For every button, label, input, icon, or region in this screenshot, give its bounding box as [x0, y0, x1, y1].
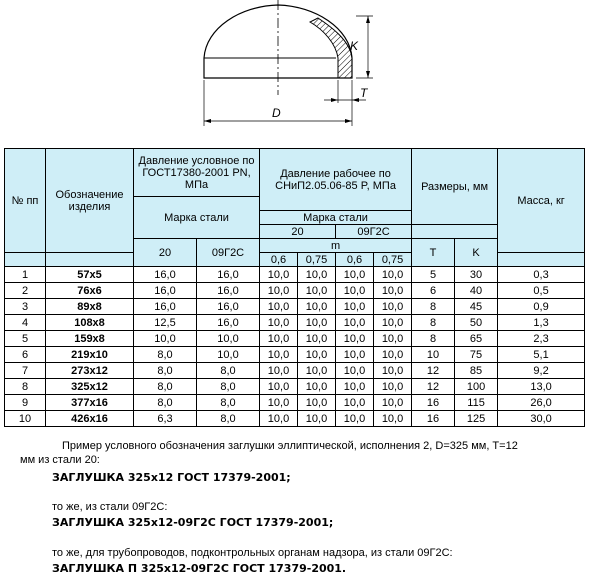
table-row — [5, 379, 585, 395]
table-cell: 10,0 — [298, 283, 336, 299]
table-cell: 0,3 — [498, 267, 585, 283]
table-cell: 10,0 — [260, 315, 298, 331]
table-cell: 10,0 — [374, 331, 412, 347]
table-cell: 10,0 — [336, 363, 374, 379]
table-cell: 8 — [412, 315, 455, 331]
table-cell: 10,0 — [260, 267, 298, 283]
table-cell: 10,0 — [374, 283, 412, 299]
table-cell: 10,0 — [374, 363, 412, 379]
example-code-1: ЗАГЛУШКА 325x12 ГОСТ 17379-2001; — [52, 471, 291, 484]
example-text-2: то же, из стали 09Г2С: — [52, 501, 168, 513]
table-cell: 10,0 — [260, 299, 298, 315]
table-cell: 10,0 — [336, 395, 374, 411]
label-k: K — [350, 39, 359, 53]
table-cell: 8,0 — [134, 363, 197, 379]
example-code-3: ЗАГЛУШКА П 325x12-09Г2С ГОСТ 17379-2001. — [52, 562, 347, 575]
table-cell: 10,0 — [298, 379, 336, 395]
table-cell: 10,0 — [134, 331, 197, 347]
table-cell: 10,0 — [374, 347, 412, 363]
table-cell: 16 — [412, 395, 455, 411]
header-steel-p: Марка стали — [260, 211, 412, 225]
table-cell: 115 — [455, 395, 498, 411]
table-cell: 3 — [5, 299, 46, 315]
table-row — [5, 347, 585, 363]
table-row — [5, 299, 585, 315]
table-cell: 8,0 — [134, 379, 197, 395]
table-cell: 10,0 — [336, 299, 374, 315]
table-row — [5, 315, 585, 331]
table-cell: 219x10 — [46, 347, 134, 363]
table-cell: 10,0 — [374, 395, 412, 411]
table-cell: 6 — [5, 347, 46, 363]
table-cell: 45 — [455, 299, 498, 315]
cap-drawing — [190, 0, 390, 135]
table-cell: 1 — [5, 267, 46, 283]
header-t: T — [412, 239, 455, 267]
table-cell: 10,0 — [336, 411, 374, 427]
table-cell: 40 — [455, 283, 498, 299]
table-cell: 65 — [455, 331, 498, 347]
table-cell: 10,0 — [298, 315, 336, 331]
table-cell: 5 — [5, 331, 46, 347]
header-steel-20a: 20 — [134, 239, 197, 267]
header-k: K — [455, 239, 498, 267]
table-cell: 10,0 — [336, 331, 374, 347]
example-text-3: то же, для трубопроводов, подконтрольных органам надзора, из стали 09Г2С: — [52, 547, 453, 559]
table-cell: 8,0 — [197, 363, 260, 379]
header-mass-blank — [498, 253, 585, 267]
header-m3: 0,6 — [336, 253, 374, 267]
table-cell: 7 — [5, 363, 46, 379]
table-cell: 16,0 — [197, 315, 260, 331]
table-cell: 325x12 — [46, 379, 134, 395]
table-cell: 10,0 — [336, 267, 374, 283]
table-cell: 50 — [455, 315, 498, 331]
header-steel-09b: 09Г2С — [336, 225, 412, 239]
table-cell: 10,0 — [298, 363, 336, 379]
example-text-1a: Пример условного обозначения заглушки эллиптической, исполнения 2, D=325 мм, T=12 — [62, 440, 518, 452]
table-cell: 10,0 — [374, 379, 412, 395]
table-cell: 10,0 — [298, 347, 336, 363]
header-m4: 0,75 — [374, 253, 412, 267]
table-cell: 10,0 — [260, 363, 298, 379]
table-row — [5, 267, 585, 283]
table-cell: 273x12 — [46, 363, 134, 379]
table-cell: 377x16 — [46, 395, 134, 411]
table-cell: 10,0 — [336, 283, 374, 299]
header-m1: 0,6 — [260, 253, 298, 267]
table-cell: 10,0 — [197, 331, 260, 347]
table-cell: 57x5 — [46, 267, 134, 283]
table-cell: 6 — [412, 283, 455, 299]
table-cell: 10,0 — [260, 331, 298, 347]
spec-table — [4, 148, 585, 427]
table-row — [5, 363, 585, 379]
table-cell: 75 — [455, 347, 498, 363]
table-cell: 10,0 — [336, 379, 374, 395]
table-cell: 2 — [5, 283, 46, 299]
header-designation: Обозначение изделия — [46, 149, 134, 253]
table-cell: 9,2 — [498, 363, 585, 379]
table-cell: 16 — [412, 411, 455, 427]
table-cell: 10,0 — [298, 299, 336, 315]
table-cell: 100 — [455, 379, 498, 395]
table-cell: 10 — [5, 411, 46, 427]
label-d: D — [272, 106, 281, 120]
table-cell: 8,0 — [197, 395, 260, 411]
table-cell: 8 — [412, 299, 455, 315]
table-cell: 125 — [455, 411, 498, 427]
header-dims-blank — [412, 225, 498, 239]
table-cell: 1,3 — [498, 315, 585, 331]
table-cell: 10,0 — [260, 283, 298, 299]
table-cell: 10,0 — [298, 331, 336, 347]
table-cell: 10,0 — [374, 315, 412, 331]
table-cell: 426x16 — [46, 411, 134, 427]
table-cell: 16,0 — [134, 283, 197, 299]
table-cell: 8,0 — [197, 411, 260, 427]
table-cell: 10,0 — [260, 379, 298, 395]
table-cell: 16,0 — [197, 299, 260, 315]
table-cell: 8,0 — [134, 395, 197, 411]
table-row — [5, 331, 585, 347]
header-steel-pn: Марка стали — [134, 197, 260, 239]
header-dims: Размеры, мм — [412, 149, 498, 225]
table-cell: 5,1 — [498, 347, 585, 363]
table-cell: 5 — [412, 267, 455, 283]
table-row — [5, 283, 585, 299]
table-cell: 10,0 — [298, 267, 336, 283]
table-cell: 8,0 — [197, 379, 260, 395]
table-cell: 9 — [5, 395, 46, 411]
table-cell: 10,0 — [336, 347, 374, 363]
table-cell: 6,3 — [134, 411, 197, 427]
table-cell: 16,0 — [134, 299, 197, 315]
table-cell: 10,0 — [260, 347, 298, 363]
header-mass: Масса, кг — [498, 149, 585, 253]
table-cell: 0,5 — [498, 283, 585, 299]
example-text-1b: мм из стали 20: — [20, 454, 100, 466]
table-row — [5, 395, 585, 411]
table-cell: 10,0 — [374, 299, 412, 315]
cap-wall-section — [310, 18, 352, 78]
table-cell: 10,0 — [260, 411, 298, 427]
example-code-2: ЗАГЛУШКА 325x12-09Г2С ГОСТ 17379-2001; — [52, 516, 334, 529]
header-pn: Давление условное по ГОСТ17380-2001 PN, МПа — [134, 149, 260, 197]
table-cell: 10 — [412, 347, 455, 363]
table-row — [5, 411, 585, 427]
table-cell: 12,5 — [134, 315, 197, 331]
table-cell: 10,0 — [374, 267, 412, 283]
header-designation-blank — [46, 253, 134, 267]
table-cell: 8 — [412, 331, 455, 347]
table-cell: 108x8 — [46, 315, 134, 331]
table-cell: 30,0 — [498, 411, 585, 427]
label-t: T — [360, 86, 368, 100]
table-cell: 2,3 — [498, 331, 585, 347]
table-cell: 10,0 — [260, 395, 298, 411]
table-cell: 10,0 — [374, 411, 412, 427]
table-cell: 16,0 — [197, 283, 260, 299]
table-cell: 12 — [412, 379, 455, 395]
table-cell: 8 — [5, 379, 46, 395]
table-cell: 89x8 — [46, 299, 134, 315]
table-cell: 10,0 — [298, 395, 336, 411]
header-steel-09a: 09Г2С — [197, 239, 260, 267]
header-m2: 0,75 — [298, 253, 336, 267]
table-cell: 4 — [5, 315, 46, 331]
header-num-blank — [5, 253, 46, 267]
header-m: m — [260, 239, 412, 253]
header-steel-20b: 20 — [260, 225, 336, 239]
table-cell: 16,0 — [197, 267, 260, 283]
table-cell: 12 — [412, 363, 455, 379]
table-cell: 0,9 — [498, 299, 585, 315]
table-cell: 10,0 — [298, 411, 336, 427]
table-cell: 26,0 — [498, 395, 585, 411]
table-cell: 13,0 — [498, 379, 585, 395]
table-cell: 76x6 — [46, 283, 134, 299]
table-cell: 16,0 — [134, 267, 197, 283]
table-cell: 10,0 — [197, 347, 260, 363]
header-num: № пп — [5, 149, 46, 253]
header-p: Давление рабочее по СНиП2.05.06-85 P, МПа — [260, 149, 412, 211]
table-cell: 85 — [455, 363, 498, 379]
table-cell: 10,0 — [336, 315, 374, 331]
table-cell: 159x8 — [46, 331, 134, 347]
table-cell: 30 — [455, 267, 498, 283]
table-cell: 8,0 — [134, 347, 197, 363]
